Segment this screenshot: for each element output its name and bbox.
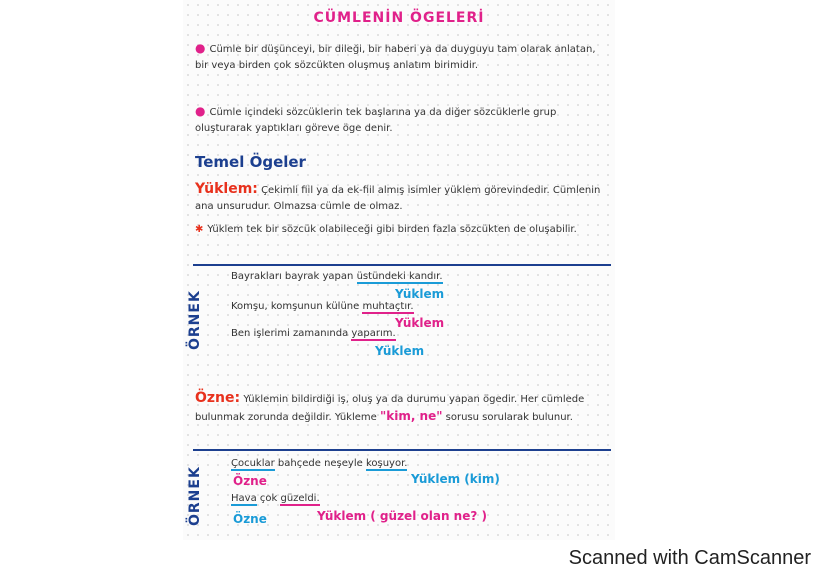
divider-line [193,264,611,266]
bullet-icon: ● [195,104,206,118]
example-sentence: Bayrakları bayrak yapan üstündeki kandır. [231,271,443,282]
yuklem-tag: Yüklem [395,316,445,330]
predicate-highlight: koşuyor. [365,458,408,469]
yuklem-tag: Yüklem [395,287,445,301]
predicate-highlight: yaparım. [351,328,396,339]
yuklem-tag: Yüklem [375,344,425,358]
asterisk-icon: ✱ [195,224,204,235]
example-sentence: Komşu, komşunun külüne muhtaçtır. [231,301,414,312]
subject-highlight: Hava [231,493,257,504]
bullet-icon: ● [195,41,206,55]
ozne-term: Özne: [195,390,241,406]
ornek-label: ÖRNEK [187,290,203,350]
question-highlight: "kim, ne" [379,409,443,423]
yuklem-term: Yüklem: [195,181,258,197]
ornek-label: ÖRNEK [187,466,203,526]
ozne-tag: Özne [233,474,267,488]
example-sentence: Çocuklar bahçede neşeyle koşuyor. [231,458,408,469]
example-sentence: Ben işlerimi zamanında yaparım. [231,328,396,339]
predicate-highlight: üstündeki kandır. [356,271,443,282]
ozne-tag: Özne [233,512,267,526]
predicate-highlight: muhtaçtır. [362,301,414,312]
yuklem-tag: Yüklem (kim) [411,472,500,486]
scanner-watermark: Scanned with CamScanner [568,547,811,569]
ozne-definition: Özne: Yüklemin bildirdiği iş, oluş ya da durumu yapan ögedir. Her cümlede bulunmak zorunda değildir. Yükleme "kim, ne" sorusu sorularak bulunur. [195,390,585,423]
section-heading-temel: Temel Ögeler [195,153,306,171]
yuklem-note: ✱ Yüklem tek bir sözcük olabileceği gibi birden fazla sözcükten de oluşabilir. [195,224,577,235]
intro-paragraph-2: ● Cümle içindeki sözcüklerin tek başlarına ya da diğer sözcüklerle grup oluşturarak yaptıkları göreve öge denir. [195,104,557,134]
divider-line [193,449,611,451]
notebook-page [183,0,615,540]
predicate-highlight: güzeldi. [280,493,320,504]
yuklem-definition: Yüklem: Çekimli fiil ya da ek-fiil almış isimler yüklem görevindedir. Cümlenin ana unsurudur. Olmazsa cümle de olmaz. [195,181,601,212]
page-title: CÜMLENİN ÖGELERİ [313,10,485,26]
yuklem-tag: Yüklem ( güzel olan ne? ) [317,509,487,523]
intro-paragraph-1: ● Cümle bir düşünceyi, bir dileği, bir haberi ya da duyguyu tam olarak anlatan, bir veya birden çok sözcükten oluşmuş anlatım birimidir. [195,41,596,71]
subject-highlight: Çocuklar [231,458,275,469]
example-sentence: Hava çok güzeldi. [231,493,320,504]
